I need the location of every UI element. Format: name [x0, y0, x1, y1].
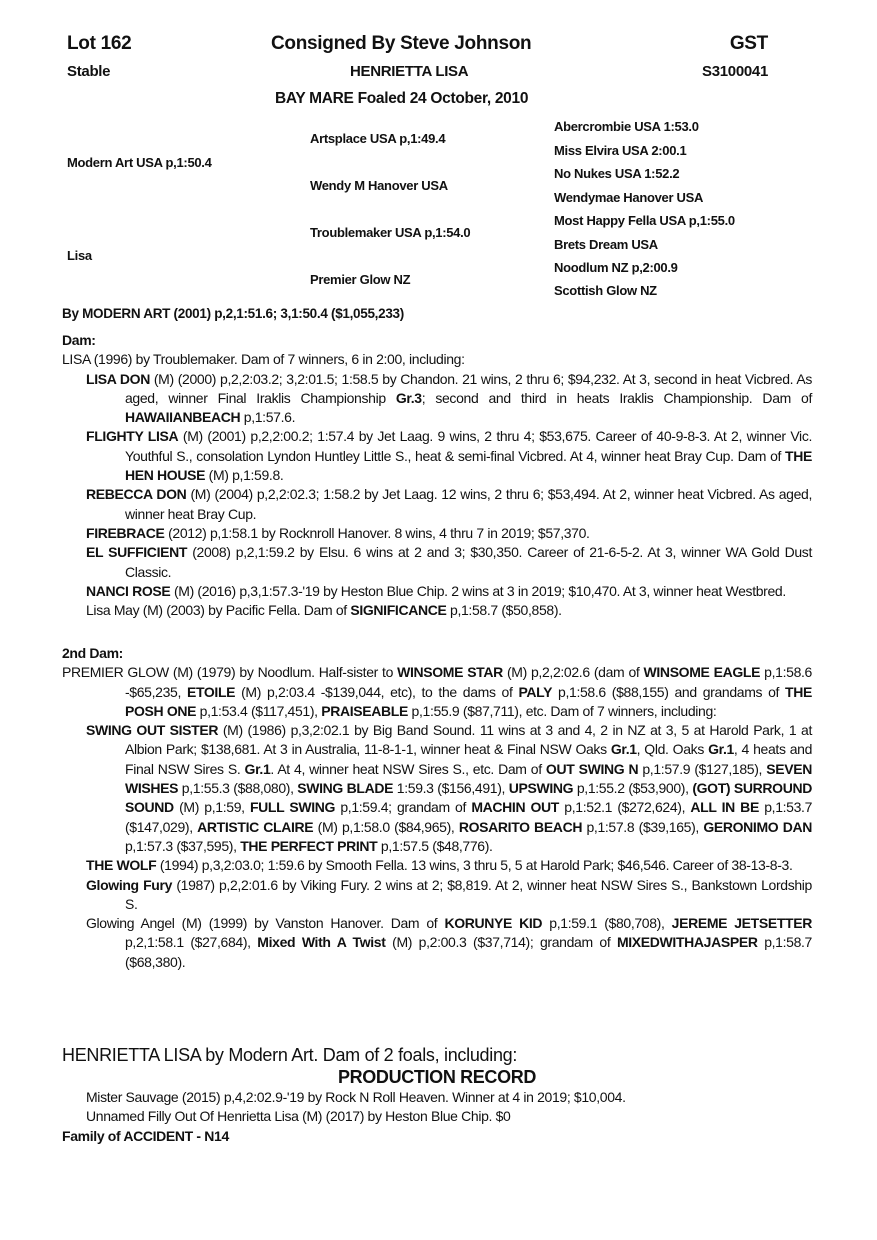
horse-name-bold: HAWAIIANBEACH [125, 409, 241, 426]
entry-text: (M) p,2,2:02.6 (dam of [502, 664, 644, 681]
sire-line: By MODERN ART (2001) p,2,1:51.6; 3,1:50.4 ($1,055,233) [62, 306, 404, 321]
horse-name-bold: THE WOLF [86, 857, 157, 874]
horse-name-bold: OUT SWING N [545, 760, 639, 777]
pedigree-gen3: Scottish Glow NZ [554, 283, 657, 298]
entry-text: p,1:53.7 ($147,029), [125, 799, 813, 835]
pedigree-gen3: Wendymae Hanover USA [554, 190, 704, 205]
entry-text: (M) (2016) p,3,1:57.3-'19 by Heston Blue Chip. 2 wins at 3 in 2019; $10,470. At 3, winner heat Westbred. [170, 582, 786, 599]
entry-text: (2012) p,1:58.1 by Rocknroll Hanover. 8 wins, 4 thru 7 in 2019; $57,370. [164, 524, 590, 541]
pedigree-gen2: Wendy M Hanover USA [310, 178, 448, 193]
horse-name: HENRIETTA LISA [350, 63, 469, 80]
entry-text: (M) (2001) p,2,2:00.2; 1:57.4 by Jet Laag. 9 wins, 2 thru 4; $53,675. Career of 40-9-8-3. At 2, winner Vic. Youthful S., consolation Lyndon Huntley Little S., heat & semi-final Vicbred. At 4, winner heat Bray Cup. Dam of [125, 428, 813, 464]
entry-text: p,1:59.4; grandam of [335, 799, 472, 816]
horse-name-bold: Gr.1 [610, 741, 637, 758]
entry-text: p,1:59.1 ($80,708), [542, 915, 672, 932]
produce-entry [62, 601, 812, 620]
horse-name-bold: PRAISEABLE [321, 702, 408, 719]
horse-name-bold: SWING BLADE [297, 780, 394, 797]
stable-label: Stable [67, 63, 111, 80]
produce-entry [62, 543, 812, 582]
entry-text: (M) p,1:58.0 ($84,965), [313, 818, 459, 835]
horse-name-bold: SIGNIFICANCE [350, 602, 447, 619]
entry-text: (M) p,1:59.8. [205, 467, 284, 484]
entry-text: (M) p,2:03.4 -$139,044, etc), to the dams of [235, 683, 519, 700]
horse-name-bold: NANCI ROSE [86, 582, 171, 599]
entry-text: p,1:52.1 ($272,624), [559, 799, 691, 816]
entry-text: p,1:58.7 ($68,380). [125, 934, 812, 970]
entry-text: Lisa May (M) (2003) by Pacific Fella. Dam of [86, 602, 351, 619]
entry-text: p,1:53.4 ($117,451), [196, 702, 322, 719]
horse-name-bold: SEVEN WISHES [125, 760, 812, 797]
horse-name-bold: Gr.3 [395, 389, 422, 406]
entry-text: (M) (2000) p,2,2:03.2; 3,2:01.5; 1:58.5 by Chandon. 21 wins, 2 thru 6; $94,232. At 3, second in heat Vicbred. As aged, winner Final Iraklis Championship [125, 370, 812, 406]
production-title: PRODUCTION RECORD [337, 1067, 537, 1087]
dam-section [62, 331, 812, 620]
entry-text: p,1:58.6 -$65,235, [125, 664, 812, 700]
pedigree-gen3: No Nukes USA 1:52.2 [554, 166, 680, 181]
production-section [62, 1044, 812, 1146]
horse-name-bold: EL SUFFICIENT [86, 544, 188, 561]
produce-entry [62, 370, 812, 428]
produce-entry [62, 350, 812, 369]
second-dam-section [62, 644, 812, 972]
horse-name-bold: Gr.1 [708, 741, 734, 758]
entry-text: (1987) p,2,2:01.6 by Viking Fury. 2 wins at 2; $8,819. At 2, winner heat NSW Sires S., Bankstown Lordship S. [125, 876, 812, 912]
horse-name-bold: UPSWING [508, 780, 574, 797]
family-line: Family of ACCIDENT - N14 [62, 1127, 229, 1144]
foal-entry: Unnamed Filly Out Of Henrietta Lisa (M) (2017) by Heston Blue Chip. $0 [86, 1108, 511, 1125]
horse-name-bold: THE HEN HOUSE [125, 447, 812, 484]
horse-name-bold: ARTISTIC CLAIRE [197, 818, 314, 835]
horse-name-bold: ROSARITO BEACH [458, 818, 583, 835]
entry-text: (M) (1986) p,3,2:02.1 by Big Band Sound. 11 wins at 3 and 4, 2 in NZ at 3, 5 at Harold Park, 1 at Albion Park; $138,681. At 3 in Australia, 11-8-1-1, winner heat & Final NSW Oaks [125, 722, 812, 758]
entry-text: p,1:57.6. [240, 409, 296, 426]
pedigree-gen3: Noodlum NZ p,2:00.9 [554, 260, 678, 275]
horse-id: S3100041 [701, 63, 768, 80]
horse-name-bold: (GOT) SURROUND SOUND [125, 780, 812, 816]
entry-text: (M) (2004) p,2,2:02.3; 1:58.2 by Jet Laag. 12 wins, 2 thru 6; $53,494. At 2, winner heat Vicbred. As aged, winner heat Bray Cup. [125, 486, 813, 522]
consignor: Consigned By Steve Johnson [271, 33, 532, 54]
entry-text: (M) p,2:00.3 ($37,714); grandam of [385, 934, 617, 951]
pedigree-gen2: Artsplace USA p,1:49.4 [310, 131, 446, 146]
horse-name-bold: Glowing Fury [86, 876, 173, 893]
entry-text: p,1:58.6 ($88,155) and grandams of [552, 683, 786, 700]
consignor-code: GST [729, 33, 768, 54]
horse-name-bold: FIREBRACE [86, 524, 165, 541]
pedigree-gen2: Premier Glow NZ [310, 272, 411, 287]
entry-text: p,1:57.5 ($48,776). [377, 837, 493, 854]
production-intro: HENRIETTA LISA by Modern Art. Dam of 2 foals, including: [62, 1045, 518, 1065]
pedigree-dam: Lisa [67, 248, 92, 263]
horse-name-bold: FULL SWING [249, 799, 336, 816]
horse-name-bold: REBECCA DON [86, 486, 187, 503]
horse-name-bold: THE PERFECT PRINT [240, 837, 378, 854]
horse-name-bold: GERONIMO DAN [703, 818, 812, 835]
horse-name-bold: THE POSH ONE [125, 683, 812, 719]
entry-text: p,2,1:58.1 ($27,684), [125, 934, 258, 951]
pedigree-gen3: Abercrombie USA 1:53.0 [554, 119, 699, 134]
horse-name-bold: FLIGHTY LISA [86, 428, 179, 445]
horse-name-bold: MIXEDWITHAJASPER [616, 934, 758, 951]
entry-text: PREMIER GLOW (M) (1979) by Noodlum. Half-sister to [62, 664, 398, 681]
pedigree-gen3: Brets Dream USA [554, 237, 658, 252]
horse-name-bold: WINSOME EAGLE [643, 664, 761, 681]
entry-text: p,1:58.7 ($50,858). [446, 602, 562, 619]
entry-text: 1:59.3 ($156,491), [393, 780, 509, 797]
entry-text: (2008) p,2,1:59.2 by Elsu. 6 wins at 2 and 3; $30,350. Career of 21-6-5-2. At 3, winner WA Gold Dust Classic. [125, 544, 812, 580]
produce-entry [62, 582, 812, 601]
entry-text: (1994) p,3,2:03.0; 1:59.6 by Smooth Fella. 13 wins, 3 thru 5, 5 at Harold Park; $46,546. Career of 38-13-8-3. [156, 857, 793, 874]
pedigree-gen3: Miss Elvira USA 2:00.1 [554, 143, 687, 158]
produce-entry [62, 914, 812, 972]
entry-text: p,1:55.9 ($87,711), etc. Dam of 7 winners, including: [408, 702, 717, 719]
entry-text: , 4 heats and Final NSW Sires S. [125, 741, 813, 777]
entry-text: p,1:57.3 ($37,595), [125, 837, 241, 854]
produce-entry [62, 485, 812, 524]
entry-text: LISA (1996) by Troublemaker. Dam of 7 winners, 6 in 2:00, including: [62, 351, 465, 368]
entry-text: p,1:55.3 ($88,080), [178, 780, 298, 797]
pedigree-gen2: Troublemaker USA p,1:54.0 [310, 225, 471, 240]
dam-paragraphs [62, 350, 812, 620]
entry-text: Glowing Angel (M) (1999) by Vanston Hanover. Dam of [86, 915, 445, 932]
horse-name-bold: ETOILE [186, 683, 236, 700]
second-dam-paragraphs [62, 663, 812, 972]
entry-text: , Qld. Oaks [636, 741, 709, 758]
produce-entry [62, 524, 812, 543]
pedigree-sire: Modern Art USA p,1:50.4 [67, 155, 212, 170]
entry-text: . At 4, winner heat NSW Sires S., etc. Dam of [270, 760, 546, 777]
entry-text: p,1:57.8 ($39,165), [582, 818, 704, 835]
pedigree-gen3: Most Happy Fella USA p,1:55.0 [554, 213, 735, 228]
horse-name-bold: MACHIN OUT [471, 799, 559, 816]
dam-title: Dam: [62, 332, 96, 348]
second-dam-title: 2nd Dam: [62, 645, 123, 661]
produce-entry [62, 427, 812, 485]
horse-name-bold: JEREME JETSETTER [671, 915, 812, 932]
horse-name-bold: Gr.1 [244, 760, 271, 777]
horse-name-bold: Mixed With A Twist [257, 934, 386, 951]
lot-number: Lot 162 [67, 33, 132, 54]
entry-text: ; second and third in heats Iraklis Championship. Dam of [421, 389, 813, 406]
horse-name-bold: LISA DON [86, 370, 150, 387]
produce-entry [62, 856, 812, 875]
horse-name-bold: SWING OUT SISTER [86, 722, 219, 739]
horse-name-bold: ALL IN BE [690, 799, 759, 816]
horse-name-bold: WINSOME STAR [397, 664, 503, 681]
entry-text: (M) p,1:59, [173, 799, 250, 816]
foal-entry: Mister Sauvage (2015) p,4,2:02.9-'19 by Rock N Roll Heaven. Winner at 4 in 2019; $10,004. [86, 1089, 626, 1105]
produce-entry [62, 721, 812, 856]
produce-entry [62, 876, 812, 915]
horse-name-bold: KORUNYE KID [444, 915, 543, 932]
produce-entry [62, 663, 812, 721]
horse-name-bold: PALY [518, 683, 553, 700]
entry-text: p,1:55.2 ($53,900), [573, 780, 693, 797]
horse-description: BAY MARE Foaled 24 October, 2010 [275, 90, 529, 107]
entry-text: p,1:57.9 ($127,185), [638, 760, 767, 777]
